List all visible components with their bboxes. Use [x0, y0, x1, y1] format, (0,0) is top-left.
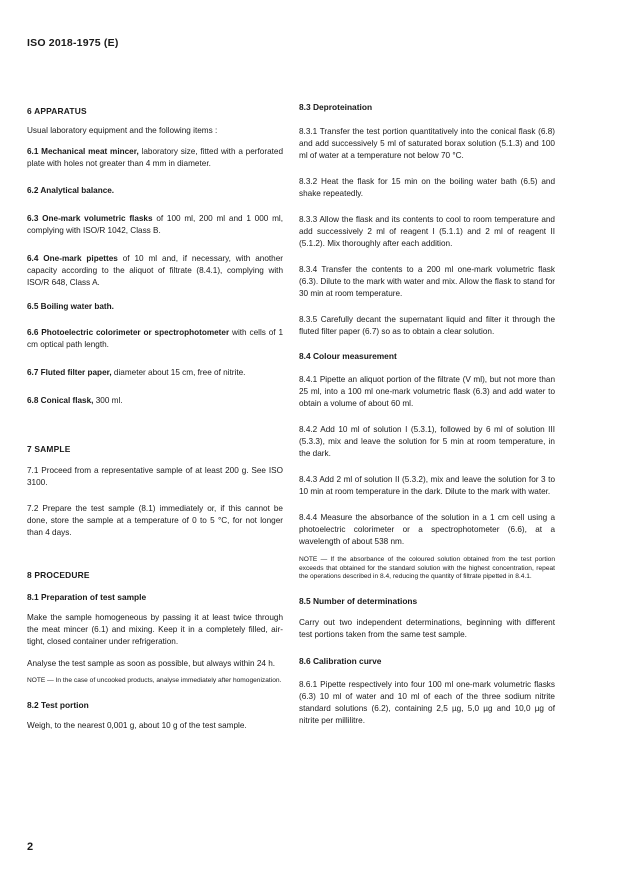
section-6-intro: Usual laboratory equipment and the following items : [27, 126, 218, 135]
item-8-4-title: 8.4 Colour measurement [299, 351, 397, 361]
item-8-3-4: 8.3.4 Transfer the contents to a 200 ml one-mark volumetric flask (6.3). Dilute to the mark with water and mix. Allow the flask to stand for 30 min at room temperature. [299, 265, 555, 298]
section-7-heading: 7 SAMPLE [27, 444, 71, 454]
item-6-4-title: 6.4 One-mark pipettes [27, 254, 118, 263]
item-6-1-text: laboratory size, fitted with a perforated plate with holes not greater than 4 mm in diameter. [27, 147, 283, 168]
item-6-8-title: 6.8 Conical flask, [27, 396, 94, 405]
item-6-8-text: 300 ml. [95, 396, 123, 405]
item-8-5-text: Carry out two independent determinations, beginning with different test portions taken from the same test sample. [299, 617, 555, 639]
item-6-1 [27, 146, 283, 170]
item-8-1-note: NOTE — In the case of uncooked products, analyse immediately after homogenization. [27, 677, 282, 684]
item-8-1-title: 8.1 Preparation of test sample [27, 592, 147, 602]
page-number: 2 [27, 841, 34, 853]
item-6-6-title: 6.6 Photoelectric colorimeter or spectrophotometer [27, 328, 230, 337]
item-8-3-3: 8.3.3 Allow the flask and its contents to cool to room temperature and add successively 2 ml of reagent I (5.1.1) and 2 ml of reagent II (5.1.2). Mix thoroughly after each addition. [299, 215, 555, 248]
item-6-1-title: 6.1 Mechanical meat mincer, [27, 147, 139, 156]
item-6-3-text: of 100 ml, 200 ml and 1 000 ml, complying with ISO/R 1042, Class B. [27, 214, 283, 235]
item-8-5-title: 8.5 Number of determinations [299, 595, 418, 606]
section-8-heading: 8 PROCEDURE [27, 570, 90, 580]
item-6-7-text: diameter about 15 cm, free of nitrite. [113, 368, 246, 377]
item-8-4-4: 8.4.4 Measure the absorbance of the solution in a 1 cm cell using a photoelectric colorimeter or a spectrophotometer (6.6), at a wavelength of about 538 nm. [299, 513, 555, 546]
item-6-7-title: 6.7 Fluted filter paper, [27, 368, 112, 377]
item-8-4-note: NOTE — If the absorbance of the coloured solution obtained from the test portion exceeds that obtained for the standard solution with the highest concentration, repeat the operations described in 8.4, reducing the quantity of filtrate pipetted in 8.4.1. [299, 556, 555, 581]
item-8-3-1: 8.3.1 Transfer the test portion quantitatively into the conical flask (6.8) and add successively 5 ml of saturated borax solution (5.1.3) and 100 ml of water at a temperature not below 70 °C. [299, 127, 555, 160]
item-6-3-title: 6.3 One-mark volumetric flasks [27, 214, 153, 223]
item-6-2: 6.2 Analytical balance. [27, 186, 115, 195]
item-8-1-para-1: Make the sample homogeneous by passing it at least twice through the meat mincer (6.1) and mixing. Keep it in a completely filled, air-tight, closed container under refrigeration. [27, 613, 283, 646]
item-6-4 [27, 253, 283, 289]
item-8-1-para-2: Analyse the test sample as soon as possible, but always within 24 h. [27, 659, 276, 668]
item-8-3-5: 8.3.5 Carefully decant the supernatant liquid and filter it through the fluted filter paper (6.7) so as to obtain a clear solution. [299, 315, 555, 336]
standard-id: ISO 2018-1975 (E) [27, 37, 119, 49]
right-column [299, 100, 555, 727]
item-6-7 [27, 367, 283, 379]
item-8-3-2: 8.3.2 Heat the flask for 15 min on the boiling water bath (6.5) and shake repeatedly. [299, 177, 555, 198]
item-8-4-3: 8.4.3 Add 2 ml of solution II (5.3.2), mix and leave the solution for 3 to 10 min at room temperature in the dark. Dilute to the mark with water. [299, 475, 555, 496]
item-6-4-text: of 10 ml and, if necessary, with another capacity according to the aliquot of filtrate (8.4.1), complying with ISO/R 648, Class A. [27, 254, 284, 287]
item-6-6-text: with cells of 1 cm optical path length. [27, 328, 284, 349]
item-8-2-text: Weigh, to the nearest 0,001 g, about 10 g of the test sample. [27, 720, 247, 730]
section-6-heading: 6 APPARATUS [27, 106, 87, 116]
left-column [27, 100, 283, 732]
item-7-1: 7.1 Proceed from a representative sample of at least 200 g. See ISO 3100. [27, 466, 283, 487]
item-8-4-2: 8.4.2 Add 10 ml of solution I (5.3.1), followed by 6 ml of solution III (5.3.3), mix and leave the solution for 5 min at room temperature, in the dark. [299, 425, 555, 458]
item-8-6-1: 8.6.1 Pipette respectively into four 100 ml one-mark volumetric flasks (6.3) 10 ml of water and 10 ml of each of the three sodium nitrite standard solutions (6.2), containing 2,5 µg, 5,0 µg and 10,0 µg of nitrite per millilitre. [299, 679, 555, 725]
item-7-2: 7.2 Prepare the test sample (8.1) immediately or, if this cannot be done, store the sample at a temperature of 0 to 5 °C, for not longer than 4 days. [27, 504, 283, 537]
item-8-4-1: 8.4.1 Pipette an aliquot portion of the filtrate (V ml), but not more than 25 ml, into a 100 ml one-mark volumetric flask (6.3) and add water to obtain a volume of about 60 ml. [299, 375, 555, 408]
item-6-5: 6.5 Boiling water bath. [27, 302, 114, 311]
item-6-8 [27, 395, 283, 407]
item-6-3 [27, 213, 283, 237]
item-8-2-title: 8.2 Test portion [27, 699, 89, 710]
item-6-6 [27, 327, 283, 351]
item-8-3-title: 8.3 Deproteination [299, 102, 373, 112]
item-8-6-title: 8.6 Calibration curve [299, 655, 382, 666]
